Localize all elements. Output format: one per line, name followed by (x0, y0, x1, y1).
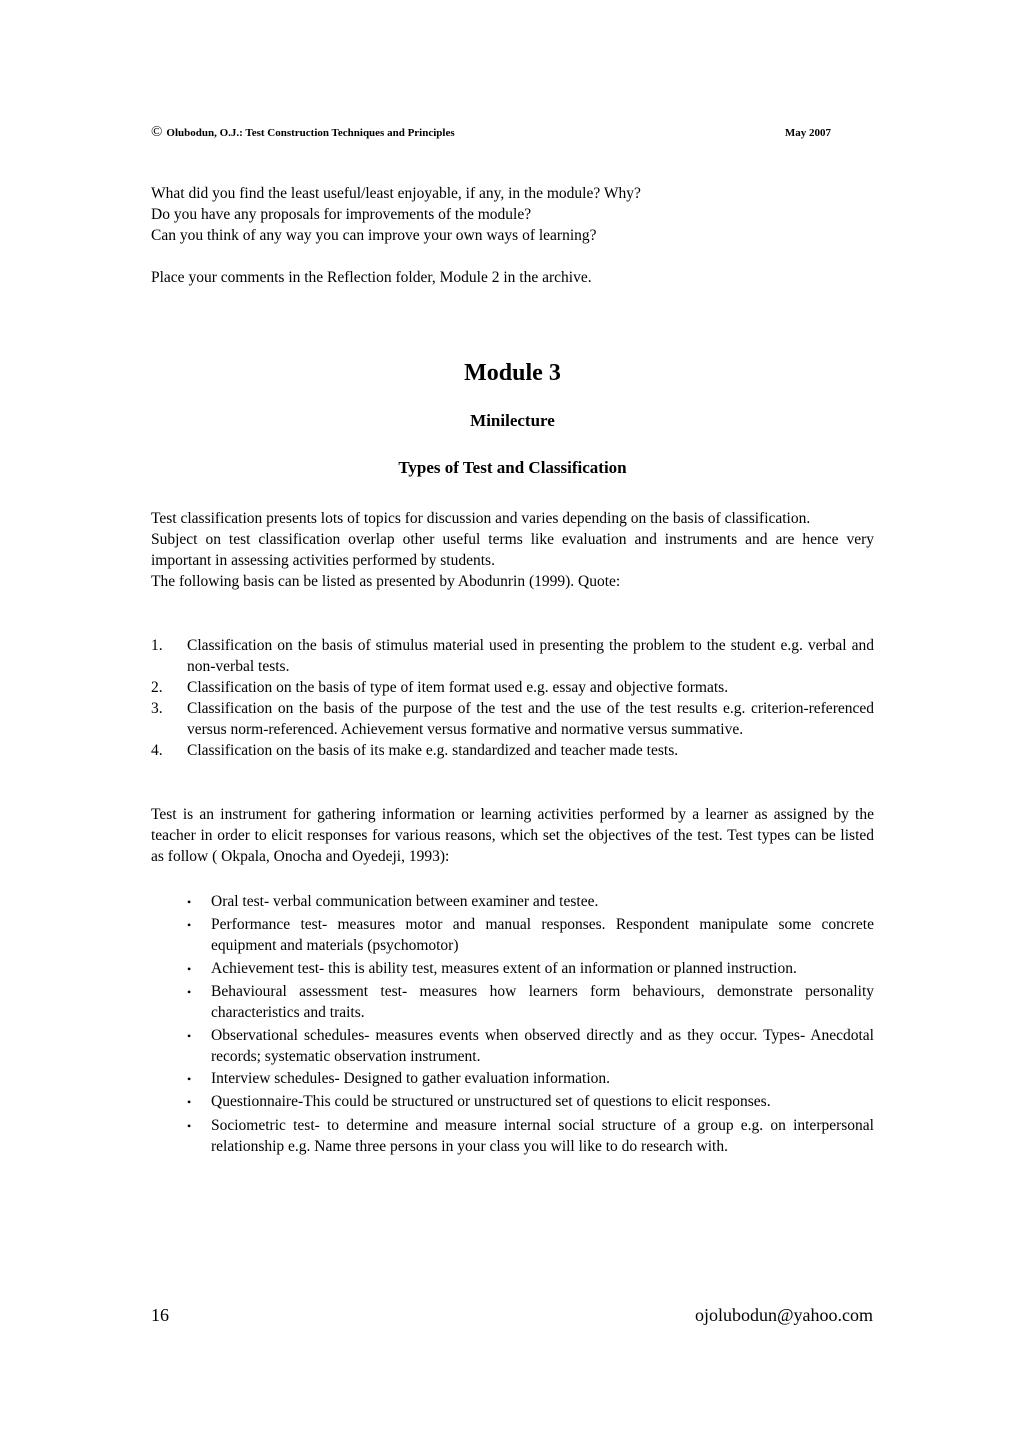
page-header (151, 124, 831, 141)
list-number: 3. (151, 700, 163, 717)
classification-list (151, 635, 874, 761)
reflection-line: Can you think of any way you can improve your own ways of learning? (151, 227, 597, 244)
list-text: Classification on the basis of its make e.g. standardized and teacher made tests. (187, 742, 679, 759)
intro-paragraphs (151, 508, 874, 592)
list-text: Classification on the basis of the purpose of the test and the use of the test results e.g. criterion-referenced versus norm-referenced. Achievement versus formative and normative versus summative. (187, 700, 874, 738)
list-item (151, 1025, 874, 1067)
list-item (151, 677, 874, 698)
intro-paragraph: The following basis can be listed as presented by Abodunrin (1999). Quote: (151, 573, 621, 590)
list-item (151, 1091, 874, 1113)
bullet-icon: • (187, 961, 192, 976)
module-title: Module 3 (464, 360, 561, 386)
page-footer (151, 1305, 873, 1326)
list-item (151, 981, 874, 1023)
list-text: Questionnaire-This could be structured or unstructured set of questions to elicit responses. (211, 1093, 771, 1111)
intro-paragraph: Subject on test classification overlap other useful terms like evaluation and instruments and are hence very important in assessing activities performed by students. (151, 531, 874, 569)
list-text: Sociometric test- to determine and measure internal social structure of a group e.g. on interpersonal relationship e.g. Name three persons in your class you will like to do research with. (211, 1116, 874, 1155)
list-text: Classification on the basis of type of item format used e.g. essay and objective formats. (187, 679, 729, 696)
list-text: Behavioural assessment test- measures how learners form behaviours, demonstrate personality characteristics and traits. (211, 983, 874, 1022)
header-left (151, 124, 455, 141)
list-item (151, 1068, 874, 1090)
bullet-icon: • (187, 1028, 192, 1043)
bullet-icon: • (187, 985, 192, 1000)
bullet-icon: • (187, 1118, 192, 1133)
header-title: Olubodun, O.J.: Test Construction Techniques and Principles (166, 127, 455, 139)
bullet-icon: • (187, 1071, 192, 1086)
list-item (151, 1115, 874, 1157)
section-title: Types of Test and Classification (398, 458, 627, 477)
bullet-icon: • (187, 895, 192, 909)
test-paragraph: Test is an instrument for gathering information or learning activities performed by a learner as assigned by the teacher in order to elicit responses for various reasons, which set the objectives of the test. Test types can be listed as follow ( Okpala, Onocha and Oyedeji, 1993): (151, 806, 874, 865)
list-item (151, 698, 874, 740)
list-text: Achievement test- this is ability test, measures extent of an information or planned instruction. (211, 959, 797, 977)
copyright-symbol: © (151, 124, 163, 140)
intro-paragraph: Test classification presents lots of topics for discussion and varies depending on the basis of classification. (151, 510, 811, 527)
minilecture-heading: Minilecture (470, 411, 555, 430)
list-item (151, 958, 874, 980)
bullet-icon: • (187, 1095, 192, 1110)
author-email: ojolubodun@yahoo.com (694, 1305, 873, 1325)
list-text: Observational schedules- measures events when observed directly and as they occur. Types- Anecdotal records; systematic observation instrument. (211, 1026, 874, 1065)
list-text: Interview schedules- Designed to gather evaluation information. (211, 1069, 610, 1087)
list-item (151, 891, 874, 913)
reflection-line: What did you find the least useful/least enjoyable, if any, in the module? Why? (151, 185, 641, 202)
bullet-icon: • (187, 918, 192, 933)
list-number: 2. (151, 679, 163, 696)
page-number: 16 (151, 1305, 169, 1325)
list-item (151, 740, 874, 761)
reflection-instruction: Place your comments in the Reflection folder, Module 2 in the archive. (151, 269, 592, 286)
list-number: 1. (151, 637, 163, 654)
reflection-line: Do you have any proposals for improvements of the module? (151, 206, 532, 223)
list-item (151, 635, 874, 677)
list-text: Classification on the basis of stimulus material used in presenting the problem to the student e.g. verbal and non-verbal tests. (187, 637, 874, 675)
list-number: 4. (151, 742, 163, 759)
list-item (151, 914, 874, 956)
list-text: Oral test- verbal communication between examiner and testee. (211, 893, 599, 910)
test-definition-paragraph (151, 804, 874, 867)
reflection-questions (151, 183, 874, 288)
list-text: Performance test- measures motor and manual responses. Respondent manipulate some concrete equipment and materials (psychomotor) (211, 916, 874, 955)
header-date: May 2007 (784, 127, 831, 139)
test-types-list (151, 891, 874, 1158)
